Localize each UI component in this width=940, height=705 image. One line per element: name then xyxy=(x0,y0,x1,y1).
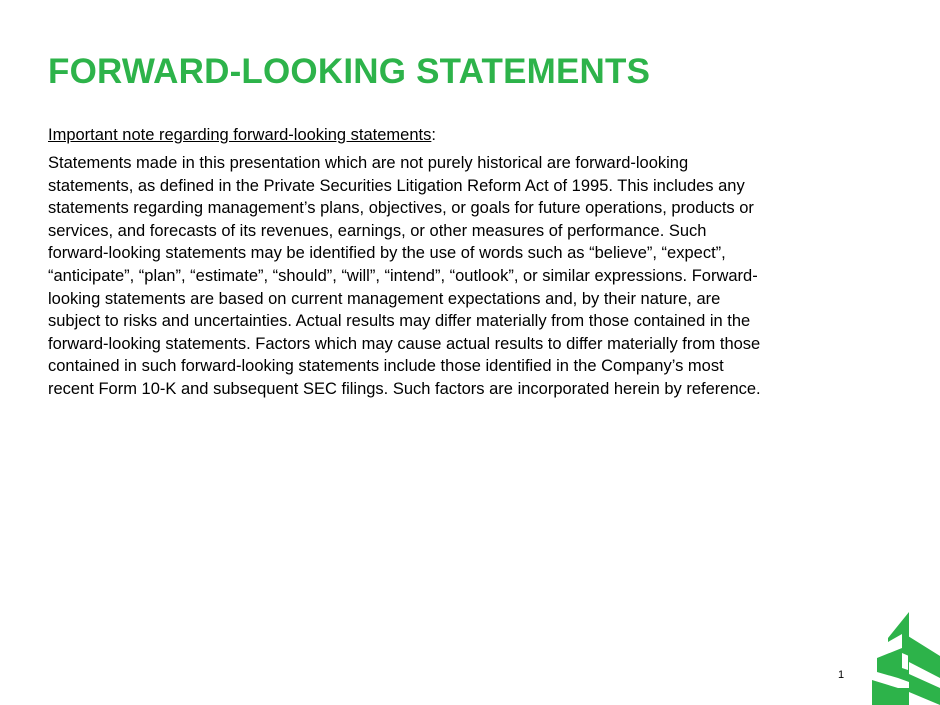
disclaimer-paragraph xyxy=(48,152,848,401)
disclaimer-line: recent Form 10-K and subsequent SEC filings. Such factors are incorporated herein by reference. xyxy=(48,379,761,398)
disclaimer-line: contained in such forward-looking statements include those identified in the Company’s most xyxy=(48,357,724,376)
note-heading-colon: : xyxy=(431,126,436,144)
page-title: FORWARD-LOOKING STATEMENTS xyxy=(48,52,651,91)
note-heading-label: Important note regarding forward-looking statements xyxy=(48,126,432,144)
tree-logo-tier-middle xyxy=(877,636,940,682)
disclaimer-line: statements regarding management’s plans, objectives, or goals for future operations, products or xyxy=(48,199,754,218)
disclaimer-line: “anticipate”, “plan”, “estimate”, “should”, “will”, “intend”, “outlook”, or similar expressions. Forward- xyxy=(48,266,758,285)
disclaimer-line: statements, as defined in the Private Securities Litigation Reform Act of 1995. This includes any xyxy=(48,176,745,195)
disclaimer-line: forward-looking statements may be identified by the use of words such as “believe”, “expect”, xyxy=(48,244,726,263)
note-heading xyxy=(48,124,436,146)
page-number: 1 xyxy=(838,669,845,681)
disclaimer-line: Statements made in this presentation which are not purely historical are forward-looking xyxy=(48,154,689,172)
disclaimer-line: looking statements are based on current management expectations and, by their nature, are xyxy=(48,289,721,308)
tree-logo-icon xyxy=(872,612,940,705)
disclaimer-line: forward-looking statements. Factors which may cause actual results to differ materially from those xyxy=(48,334,761,353)
disclaimer-line: services, and forecasts of its revenues, earnings, or other measures of performance. Such xyxy=(48,221,707,240)
disclaimer-line: subject to risks and uncertainties. Actual results may differ materially from those contained in the xyxy=(48,312,751,331)
